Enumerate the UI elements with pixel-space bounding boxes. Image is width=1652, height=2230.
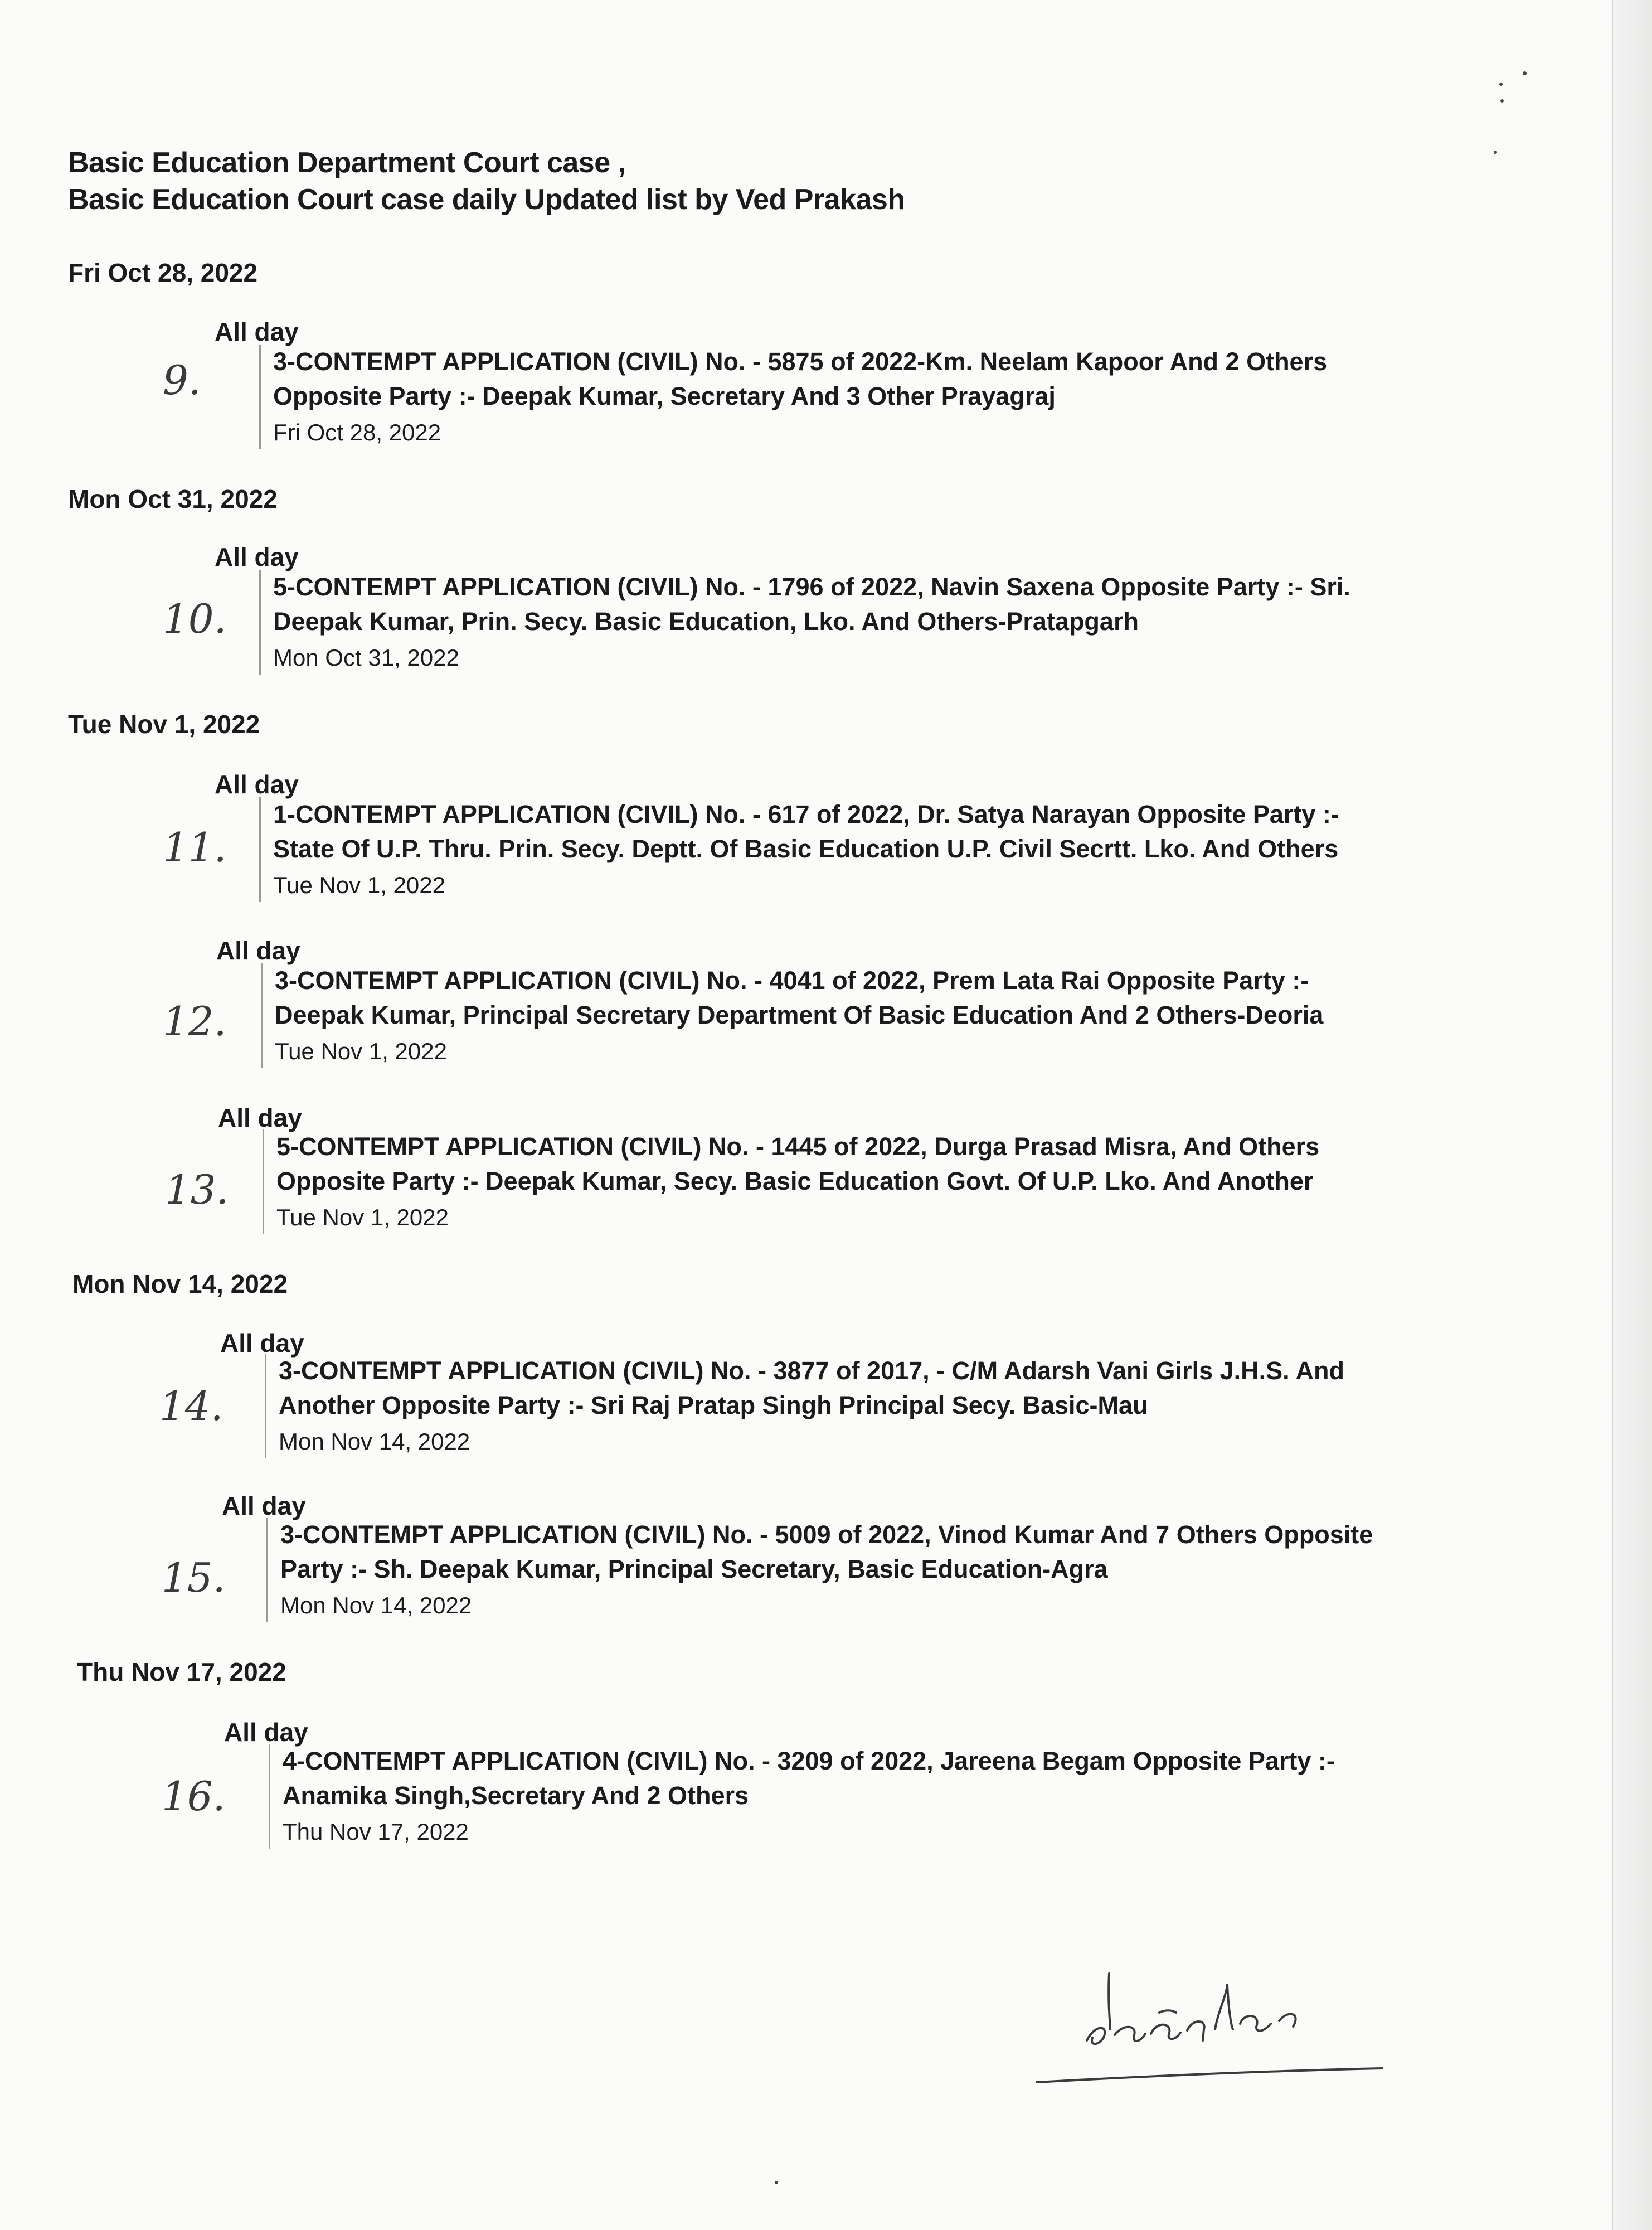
- scan-speck: [1494, 151, 1497, 154]
- case-line: 3-CONTEMPT APPLICATION (CIVIL) No. - 5875 of 2022-Km. Neelam Kapoor And 2 Others: [273, 347, 1328, 376]
- entry-date: Thu Nov 17, 2022: [283, 1819, 469, 1845]
- case-entry: [263, 1129, 1503, 1234]
- entry-date: Tue Nov 1, 2022: [275, 1038, 447, 1064]
- handwritten-serial-number: 14.: [159, 1383, 223, 1429]
- case-entry: [261, 963, 1501, 1068]
- handwritten-serial-number: 13.: [165, 1166, 229, 1213]
- handwritten-serial-number: 10.: [163, 595, 227, 642]
- handwritten-signature-image: [1026, 1962, 1393, 2107]
- all-day-label: All day: [222, 1491, 306, 1520]
- entry-date: Fri Oct 28, 2022: [273, 419, 441, 445]
- date-heading: Fri Oct 28, 2022: [68, 258, 258, 287]
- date-heading: Mon Nov 14, 2022: [72, 1269, 288, 1298]
- case-line: 3-CONTEMPT APPLICATION (CIVIL) No. - 5009 of 2022, Vinod Kumar And 7 Others Opposite: [280, 1520, 1373, 1549]
- case-entry: [269, 1744, 1509, 1849]
- case-line: Deepak Kumar, Prin. Secy. Basic Education, Lko. And Others-Pratapgarh: [273, 607, 1139, 636]
- case-line: Another Opposite Party :- Sri Raj Pratap Singh Principal Secy. Basic-Mau: [279, 1391, 1148, 1419]
- handwritten-serial-number: 9.: [163, 357, 201, 404]
- case-entry: [259, 570, 1499, 675]
- case-line: Anamika Singh,Secretary And 2 Others: [283, 1781, 749, 1810]
- document-title-line2: Basic Education Court case daily Updated list by Ved Prakash: [68, 183, 905, 216]
- entry-date: Mon Nov 14, 2022: [280, 1592, 472, 1618]
- all-day-label: All day: [216, 936, 300, 965]
- scan-speck: [1523, 71, 1527, 75]
- case-line: Party :- Sh. Deepak Kumar, Principal Secretary, Basic Education-Agra: [280, 1555, 1108, 1583]
- handwritten-serial-number: 11.: [163, 824, 227, 871]
- entry-date: Mon Nov 14, 2022: [279, 1428, 470, 1455]
- scan-speck: [1499, 83, 1503, 86]
- date-heading: Tue Nov 1, 2022: [68, 710, 260, 739]
- date-heading: Thu Nov 17, 2022: [77, 1657, 286, 1686]
- all-day-label: All day: [215, 542, 299, 571]
- scan-speck: [775, 2181, 778, 2184]
- all-day-label: All day: [215, 317, 299, 346]
- case-line: State Of U.P. Thru. Prin. Secy. Deptt. Of Basic Education U.P. Civil Secrtt. Lko. And Others: [273, 835, 1339, 863]
- scan-speck: [1500, 99, 1504, 103]
- entry-date: Mon Oct 31, 2022: [273, 644, 459, 671]
- date-heading: Mon Oct 31, 2022: [68, 484, 278, 513]
- entry-date: Tue Nov 1, 2022: [276, 1204, 449, 1230]
- case-entry: [265, 1354, 1505, 1458]
- case-line: 3-CONTEMPT APPLICATION (CIVIL) No. - 4041 of 2022, Prem Lata Rai Opposite Party :-: [275, 966, 1309, 995]
- case-entry: [266, 1518, 1507, 1622]
- case-line: Opposite Party :- Deepak Kumar, Secy. Basic Education Govt. Of U.P. Lko. And Another: [276, 1167, 1314, 1195]
- handwritten-serial-number: 16.: [162, 1773, 226, 1820]
- case-entry: [259, 345, 1499, 449]
- all-day-label: All day: [215, 770, 299, 799]
- case-line: 5-CONTEMPT APPLICATION (CIVIL) No. - 1445 of 2022, Durga Prasad Misra, And Others: [276, 1132, 1320, 1161]
- document-title-line1: Basic Education Department Court case ,: [68, 147, 626, 179]
- page-edge-shadow: [1612, 0, 1652, 2230]
- case-line: 5-CONTEMPT APPLICATION (CIVIL) No. - 1796 of 2022, Navin Saxena Opposite Party :- Sri.: [273, 573, 1350, 601]
- case-line: Deepak Kumar, Principal Secretary Department Of Basic Education And 2 Others-Deoria: [275, 1001, 1324, 1029]
- entry-date: Tue Nov 1, 2022: [273, 872, 445, 898]
- handwritten-serial-number: 15.: [162, 1554, 226, 1601]
- case-entry: [259, 797, 1499, 902]
- all-day-label: All day: [224, 1718, 308, 1747]
- case-line: 4-CONTEMPT APPLICATION (CIVIL) No. - 3209 of 2022, Jareena Begam Opposite Party :-: [283, 1747, 1335, 1775]
- case-line: 3-CONTEMPT APPLICATION (CIVIL) No. - 3877 of 2017, - C/M Adarsh Vani Girls J.H.S. And: [279, 1356, 1344, 1385]
- all-day-label: All day: [220, 1329, 304, 1358]
- all-day-label: All day: [218, 1103, 302, 1132]
- case-line: 1-CONTEMPT APPLICATION (CIVIL) No. - 617 of 2022, Dr. Satya Narayan Opposite Party :-: [273, 800, 1339, 828]
- handwritten-serial-number: 12.: [163, 998, 227, 1045]
- case-line: Opposite Party :- Deepak Kumar, Secretary And 3 Other Prayagraj: [273, 382, 1056, 410]
